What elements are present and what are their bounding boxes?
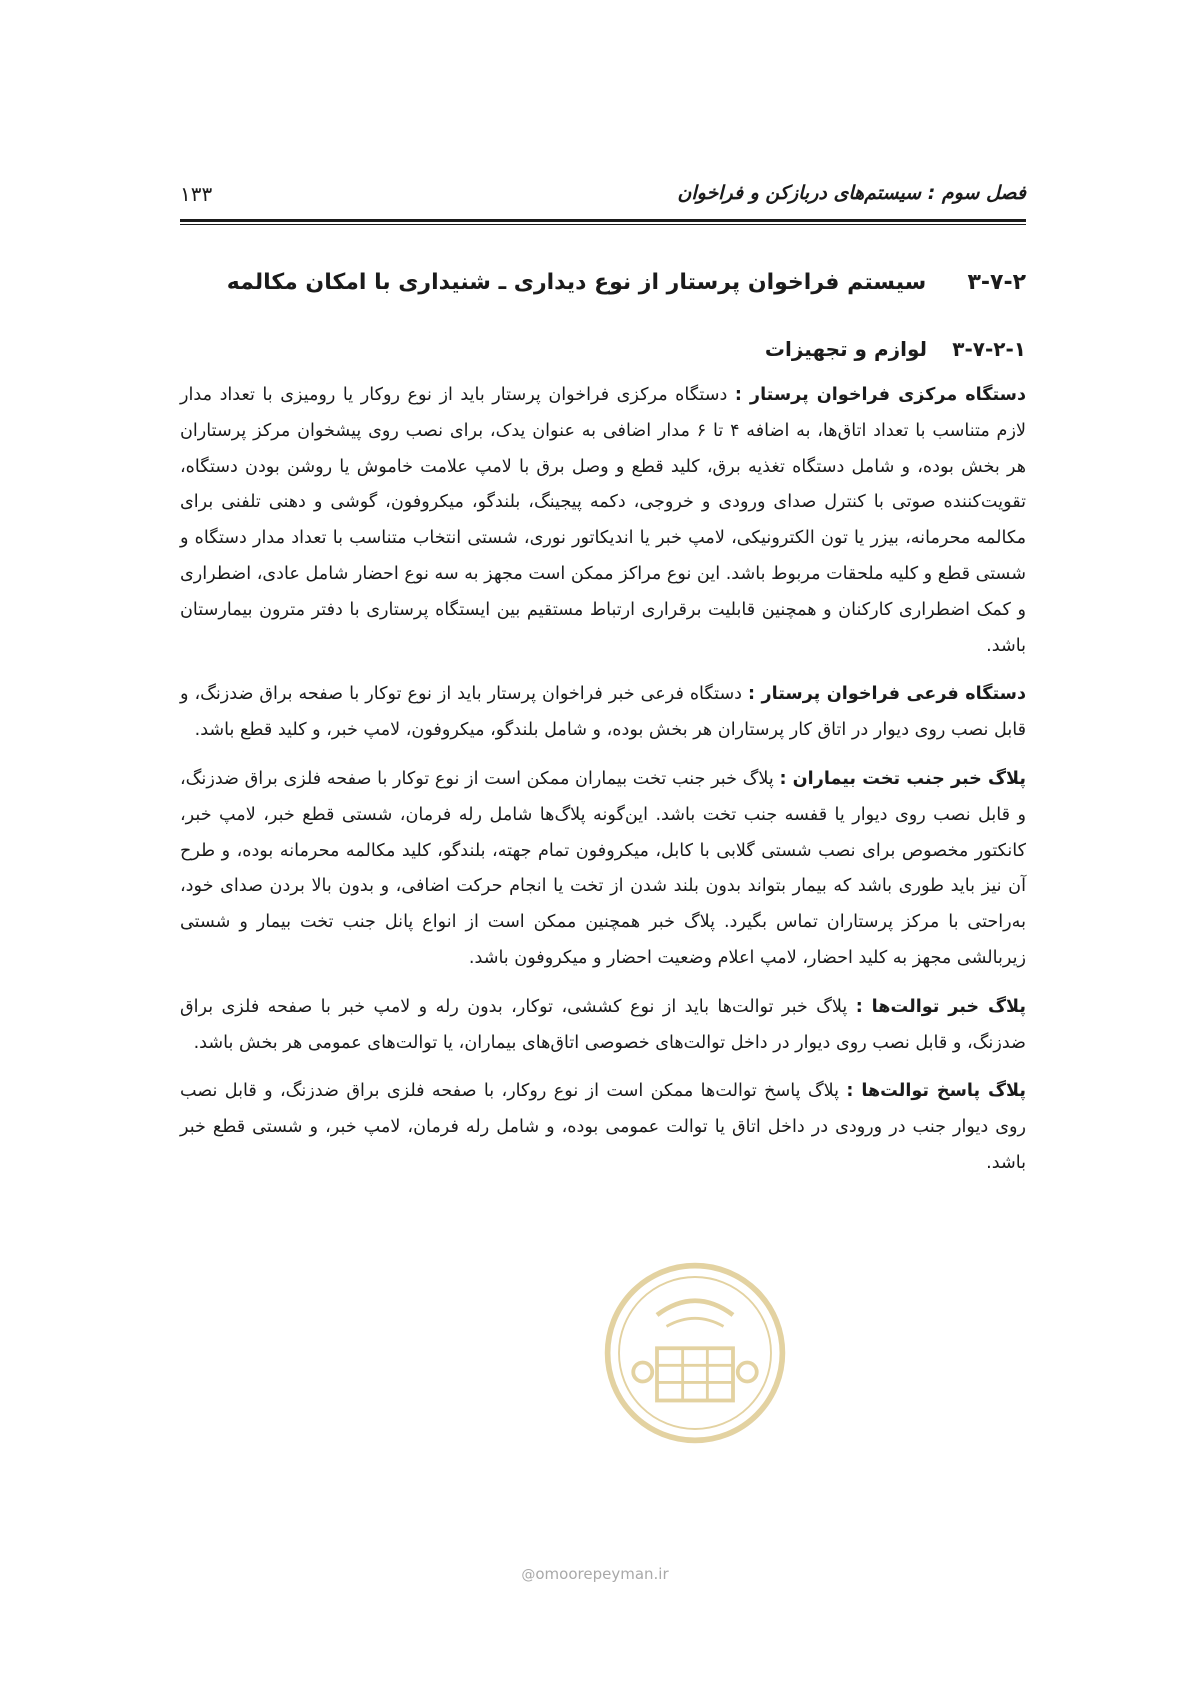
paragraph-term: پلاگ خبر توالت‌ها : xyxy=(855,996,1026,1017)
paragraph-toilet-plug xyxy=(180,990,1026,1062)
at-icon: @ xyxy=(521,1567,536,1583)
running-header xyxy=(180,182,1026,222)
chapter-title: فصل سوم : سیستم‌های دربازکن و فراخوان xyxy=(677,182,1026,204)
paragraph-term: دستگاه فرعی فراخوان پرستار : xyxy=(747,684,1027,705)
section-heading xyxy=(180,270,1026,295)
paragraph-text: دستگاه مرکزی فراخوان پرستار باید از نوع روکار یا رومیزی با تعداد مدار لازم متناسب با تعداد اتاق‌ها، به اضافه ۴ تا ۶ مدار اضافی به عنوان یدک، برای نصب روی پیشخوان مرکز پرستاران هر بخش بوده، و شامل دستگاه تغذیه برق، کلید قطع و وصل برق با لامپ علامت خاموش یا روشن بودن دستگاه، تقویت‌کننده صوتی با کنترل صدای ورودی و خروجی، دکمه پیجینگ، بلندگو، میکروفون، گوشی و دهنی تلفنی برای مکالمه محرمانه، بیزر یا تون الکترونیکی، لامپ خبر یا اندیکاتور نوری، شستی انتخاب متناسب با تعداد مدار دستگاه و شستی قطع و کلیه ملحقات مربوط باشد. این نوع مراکز ممکن است مجهز به سه نوع احضار شامل عادی، اضطراری و کمک اضطراری کارکنان و همچنین قابلیت برقراری ارتباط مستقیم بین ایستگاه پرستاری با دفتر مترون بیمارستان باشد. xyxy=(180,385,1026,656)
paragraph-toilet-response-plug xyxy=(180,1074,1026,1181)
paragraph-bedside-plug xyxy=(180,762,1026,977)
paragraph-text: پلاگ خبر جنب تخت بیماران ممکن است از نوع توکار با صفحه فلزی براق ضدزنگ، و قابل نصب روی دیوار یا قفسه جنب تخت باشد. این‌گونه پلاگ‌ها شامل رله فرمان، شستی قطع خبر، لامپ خبر، کانکتور مخصوص برای نصب شستی گلابی با کابل، میکروفون تمام جهته، بلندگو، کلید مکالمه محرمانه بوده، و طرح آن نیز باید طوری باشد که بیمار بتواند بدون بلند شدن از تخت یا انجام حرکت اضافی، و بدون بالا بردن صدای خود، به‌راحتی با مرکز پرستاران تماس بگیرد. پلاگ خبر همچنین ممکن است از انواع پانل جنب تخت بیمار و شستی زیربالشی مجهز به کلید احضار، لامپ اعلام وضعیت احضار و میکروفون باشد. xyxy=(180,768,1026,968)
watermark-url xyxy=(470,1565,720,1583)
watermark-logo xyxy=(600,1258,790,1448)
paragraph-term: پلاگ پاسخ توالت‌ها : xyxy=(846,1081,1026,1102)
header-rule-thick xyxy=(180,219,1026,222)
paragraph-sub-unit xyxy=(180,677,1026,749)
section-number: ۳-۷-۲ xyxy=(967,270,1026,295)
subsection-title: لوازم و تجهیزات xyxy=(764,337,928,361)
paragraph-central-unit xyxy=(180,378,1026,664)
paragraph-term: دستگاه مرکزی فراخوان پرستار : xyxy=(734,385,1026,405)
body-text xyxy=(180,378,1026,1195)
subsection-heading xyxy=(180,337,1026,361)
watermark-url-text: omoorepeyman.ir xyxy=(535,1565,669,1583)
paragraph-text: پلاگ پاسخ توالت‌ها ممکن است از نوع روکار، با صفحه فلزی براق ضدزنگ، و قابل نصب روی دیوار جنب در ورودی در داخل اتاق یا توالت عمومی بوده، و شامل رله فرمان، لامپ خبر، و شستی قطع خبر باشد. xyxy=(180,1081,1026,1173)
paragraph-text: دستگاه فرعی خبر فراخوان پرستار باید از نوع توکار با صفحه براق ضدزنگ، و قابل نصب روی دیوار در اتاق کار پرستاران هر بخش بوده، و شامل بلندگو، میکروفون، لامپ خبر، و کلید قطع باشد. xyxy=(180,684,1026,741)
subsection-number: ۳-۷-۲-۱ xyxy=(952,337,1026,361)
page-number: ۱۳۳ xyxy=(180,182,213,206)
paragraph-term: پلاگ خبر جنب تخت بیماران : xyxy=(779,768,1026,789)
header-rule-thin xyxy=(180,224,1026,225)
paragraph-text: پلاگ خبر توالت‌ها باید از نوع کششی، توکار، بدون رله و لامپ خبر با صفحه فلزی براق ضدزنگ، و قابل نصب روی دیوار در داخل توالت‌های خصوصی اتاق‌های بیماران، یا توالت‌های عمومی هر بخش باشد. xyxy=(180,996,1026,1053)
section-title: سیستم فراخوان پرستار از نوع دیداری ـ شنیداری با امکان مکالمه xyxy=(226,270,927,295)
